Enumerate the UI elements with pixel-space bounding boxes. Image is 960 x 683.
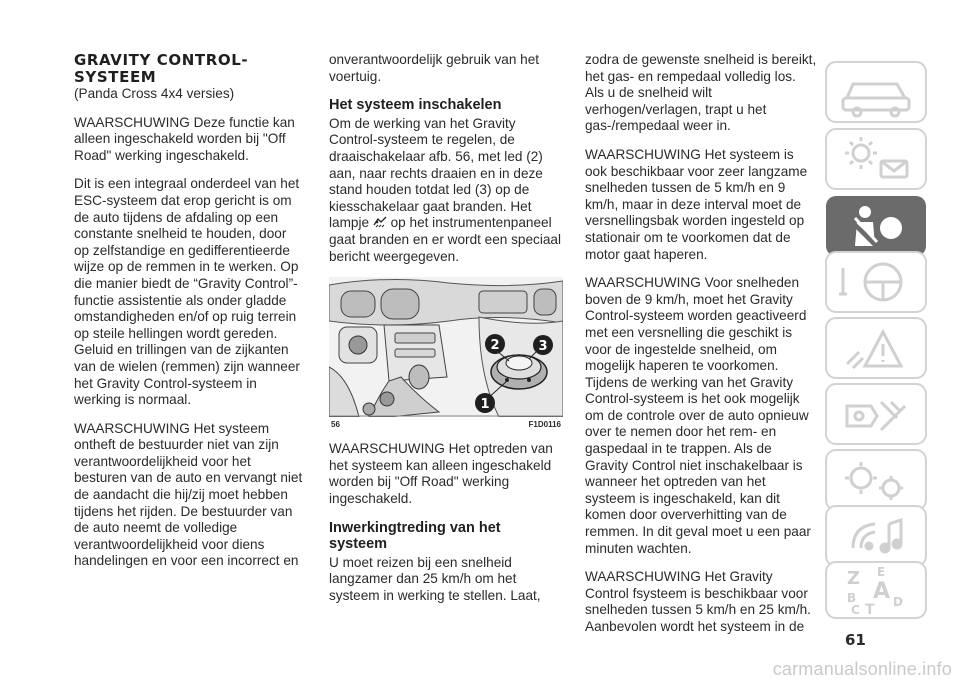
paragraph-warning-activation: WAARSCHUWING Het optreden van het systeem kan alleen ingeschakeld worden bij "Off Road" werking ingeschakeld. <box>329 441 553 506</box>
paragraph-release-pedals: zodra de gewenste snelheid is bereikt, het gas- en rempedaal volledig los. Als u de snelheid wilt verhogen/verlagen, trapt u het gas-/rempedaal weer in. <box>585 52 817 134</box>
paragraph-continuation: onverantwoordelijk gebruik van het voertuig. <box>329 52 540 84</box>
callout-1: 1 <box>480 397 490 413</box>
index-letter-c: C <box>851 603 860 617</box>
tab-multimedia[interactable] <box>825 504 929 568</box>
index-letter-b: B <box>847 591 857 605</box>
tab-car[interactable] <box>825 60 929 124</box>
page-number: 61 <box>845 631 866 649</box>
paragraph-warning-off-road: WAARSCHUWING Deze functie kan alleen ingeschakeld worden bij "Off Road" werking ingeschakeld. <box>74 114 295 163</box>
figure-code: F1D0116 <box>528 420 561 430</box>
callout-2: 2 <box>490 338 500 354</box>
paragraph-warning-high-speed: WAARSCHUWING Voor snelheden boven de 9 km/h, moet het Gravity Control-systeem worden geactiveerd met een versnelling die geschikt is voor de ingestelde snelheid, om mogelijk haperen te voorkomen. Tijdens de werking van het Gravity Control-systeem is het ook mogelijk om de controle over de auto opnieuw over te nemen door het rem- en gaspedaal in te trappen. Als de Gravity Control niet inschakelbaar is wanneer het optreden van het systeem is ingeschakeld, kan dit komen door oververhitting van de remmen. In dit geval moet u een paar minuten wachten. <box>585 275 811 556</box>
index-letter-t: T <box>865 602 875 618</box>
tab-driving[interactable] <box>825 250 929 314</box>
column-1 <box>74 52 304 582</box>
column-2 <box>329 52 561 616</box>
index-letter-d: D <box>893 595 903 609</box>
section-subtitle: (Panda Cross 4x4 versies) <box>74 86 235 101</box>
figure-number: 56 <box>331 420 340 430</box>
tab-safety[interactable] <box>825 194 929 258</box>
gravity-control-lamp-icon <box>373 216 387 228</box>
watermark[interactable]: carmanualsonline.info <box>772 659 952 679</box>
tab-specifications[interactable] <box>825 448 929 512</box>
paragraph-engagement: U moet reizen bij een snelheid langzamer dan 25 km/h om het systeem in werking te stellen. Laat, <box>329 554 541 603</box>
paragraph-activation <box>329 116 561 265</box>
paragraph-warning-speed-range: WAARSCHUWING Het Gravity Control fsysteem is beschikbaar voor snelheden tussen 5 km/h en 25 km/h. Aanbevolen wordt het systeem in de <box>585 569 811 634</box>
tab-index[interactable] <box>825 560 929 620</box>
paragraph-description: Dit is een integraal onderdeel van het ESC-systeem dat erop gericht is om de auto tijdens de afdaling op een constante snelheid te houden, door op zelfstandige en gedifferentieerde wijze op de remmen in te werken. Op die manier biedt de “Gravity Control”-functie assistentie als onder gladde omstandigheden en/of op ruig terrein op steile hellingen wordt gereden. Geluid en trillingen van de zijkanten van de wielen (remmen) zijn wanneer het Gravity Control-systeem in werking is normaal. <box>74 176 300 408</box>
index-letter-z: Z <box>847 568 861 589</box>
dashboard-illustration <box>329 277 563 417</box>
tab-maintenance[interactable] <box>825 382 929 446</box>
column-3 <box>585 52 817 648</box>
section-title <box>74 52 304 86</box>
tab-emergency[interactable] <box>825 316 929 380</box>
tab-warning-lights[interactable] <box>825 127 929 191</box>
figure-caption <box>329 417 563 429</box>
figure-56 <box>329 277 563 429</box>
activation-text-part2: op het instrumentenpaneel gaat branden en er wordt een speciaal bericht weergegeven. <box>329 215 562 264</box>
paragraph-warning-low-speed: WAARSCHUWING Het systeem is ook beschikbaar voor zeer langzame snelheden tussen de 5 km/h en 9 km/h, maar in deze interval moet de versnellingsbak worden ingesteld op stationair om te voorkomen dat de motor gaat haperen. <box>585 146 808 262</box>
heading-system-engagement: Inwerkingtreding van het systeem <box>329 519 501 553</box>
index-letter-e: E <box>877 565 886 579</box>
heading-activate-system: Het systeem inschakelen <box>329 97 502 114</box>
callout-3: 3 <box>538 339 548 355</box>
section-title-line2: SYSTEEM <box>74 68 157 86</box>
activation-text-part1: Om de werking van het Gravity Control-systeem te regelen, de draaischakelaar afb. 56, met led (2) aan, naar rechts draaien en in deze stand houden totdat led (3) op de kiesschakelaar gaat branden. Het lampje <box>329 115 543 231</box>
section-title-line1: GRAVITY CONTROL- <box>74 51 249 69</box>
index-letter-a: A <box>873 579 891 604</box>
paragraph-warning-responsibility: WAARSCHUWING Het systeem ontheft de bestuurder niet van zijn verantwoordelijkheid voor het besturen van de auto en vervangt niet de aandacht die hij/zij moet hebben tijdens het rijden. De bestuurder van de auto neemt de volledige verantwoordelijkheid voor diens handelingen en voor een incorrect en <box>74 420 303 569</box>
